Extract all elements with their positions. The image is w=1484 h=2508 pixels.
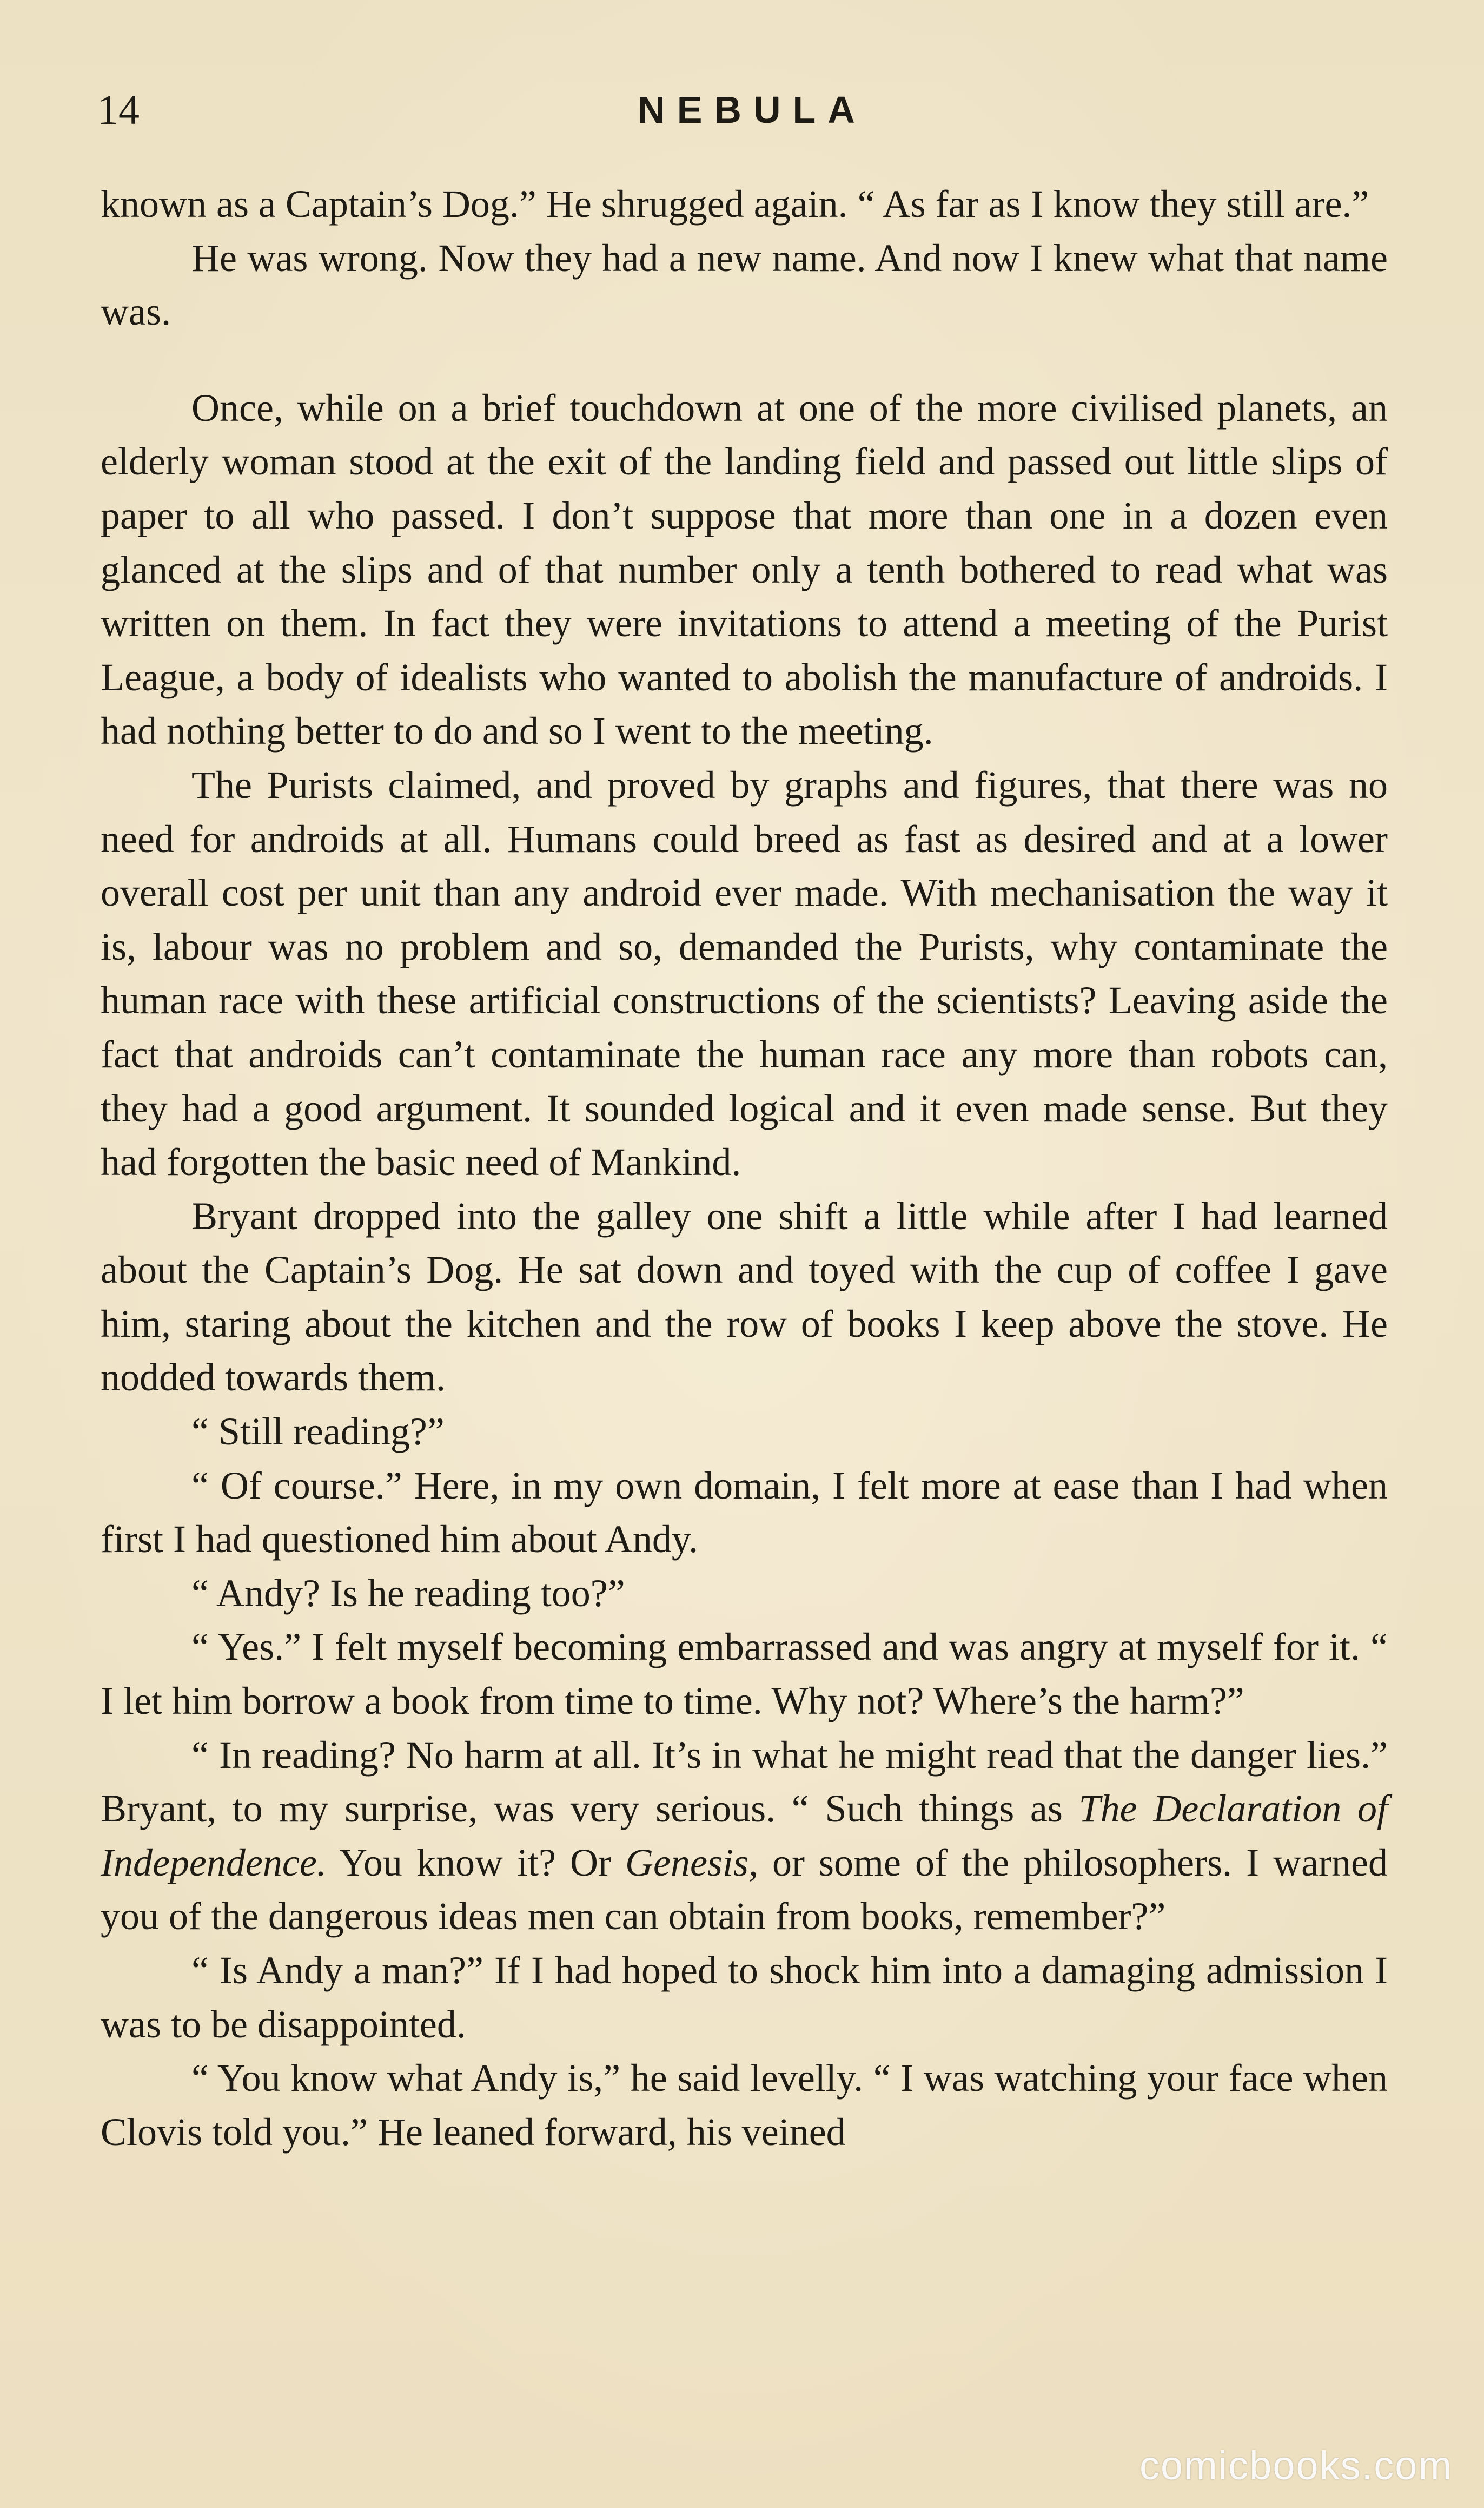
paragraph: The Purists claimed, and proved by graphs and figures, that there was no need for androids at all. Humans could breed as fast as desired and at a lower overall cost per unit than any android ever made. With mechanisation the way it is, labour was no problem and so, demanded the Purists, why contaminate the human race with these artificial constructions of the scientists? Leaving aside the fact that androids can’t contaminate the human race any more than robots can, they had a good argument. It sounded logical and it even made sense. But they had forgotten the basic need of Mankind. [101,763,1388,1184]
paragraph: known as a Captain’s Dog.” He shrugged again. “ As far as I know they still are.” [101,182,1369,226]
paragraph: “ Yes.” I felt myself becoming embarrassed and was angry at myself for it. “ I let him borrow a book from time to time. Why not? Where’s the harm?” [101,1625,1388,1723]
text-run: You know it? Or [326,1840,626,1884]
italic-title: The Declaration of Independence. [101,1787,1388,1884]
paragraph: “ Still reading?” [191,1410,445,1454]
paragraph: “ Andy? Is he reading too?” [191,1571,625,1615]
text-run: “ In reading? No harm at all. It’s in what he might read that the danger lies.” Bryant, to my surprise, was very serious. “ Such things as [101,1733,1388,1831]
body-text [101,177,1388,2159]
paragraph: He was wrong. Now they had a new name. And now I knew what that name was. [101,236,1388,334]
watermark: comicbooks.com [1139,2443,1453,2488]
paragraph: “ You know what Andy is,” he said levelly. “ I was watching your face when Clovis told you.” He leaned forward, his veined [101,2056,1388,2154]
page-number: 14 [97,86,140,133]
paragraph [101,1728,1388,1944]
paragraph: Bryant dropped into the galley one shift a little while after I had learned about the Captain’s Dog. He sat down and toyed with the cup of coffee I gave him, staring about the kitchen and the row of books I keep above the stove. He nodded towards them. [101,1194,1388,1400]
paragraph: “ Is Andy a man?” If I had hoped to shock him into a damaging admission I was to be disappointed. [101,1949,1388,2046]
paragraph: “ Of course.” Here, in my own domain, I felt more at ease than I had when first I had questioned him about Andy. [101,1463,1388,1561]
running-head: NEBULA [638,89,867,131]
text-run: or some of the philosophers. I warned you of the dangerous ideas men can obtain from books, remember?” [101,1840,1388,1938]
italic-title: Genesis, [625,1840,758,1884]
paragraph: Once, while on a brief touchdown at one of the more civilised planets, an elderly woman stood at the exit of the landing field and passed out little slips of paper to all who passed. I don’t suppose that more than one in a dozen even glanced at the slips and of that number only a tenth bothered to read what was written on them. In fact they were invitations to attend a meeting of the Purist League, a body of idealists who wanted to abolish the manufacture of androids. I had nothing better to do and so I went to the meeting. [101,386,1388,753]
page-header [97,80,1395,140]
